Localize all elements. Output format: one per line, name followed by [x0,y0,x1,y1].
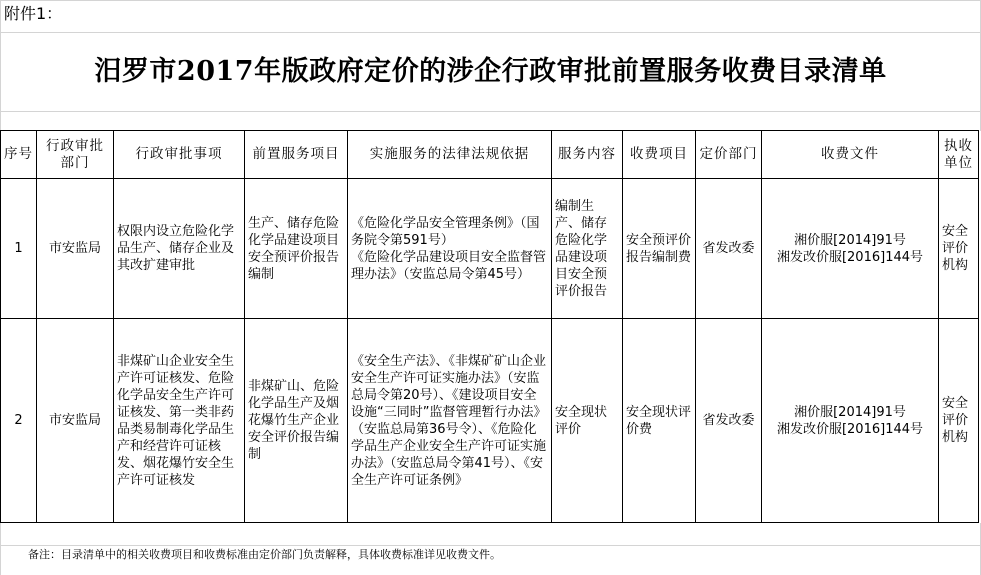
fee-catalog-table [0,130,979,523]
cell-dept: 市安监局 [37,179,114,319]
grid-line [1,32,981,33]
footnote: 备注：目录清单中的相关收费项目和收费标准由定价部门负责解释，具体收费标准详见收费文件。 [28,548,501,561]
cell-fee-doc [762,319,939,523]
cell-pricing-dept: 省发改委 [696,179,762,319]
fee-doc-line: 湘发改价服[2016]144号 [776,249,924,265]
header-item: 行政审批事项 [114,131,245,179]
fee-doc-line: 湘发改价服[2016]144号 [776,421,924,437]
cell-no: 2 [1,319,37,523]
header-service: 前置服务项目 [245,131,348,179]
header-pricing-dept: 定价部门 [696,131,762,179]
cell-fee-item: 安全预评价报告编制费 [623,179,696,319]
cell-no: 1 [1,179,37,319]
fee-doc-line: 湘价服[2014]91号 [794,404,906,420]
header-row [1,131,979,179]
cell-service: 非煤矿山、危险化学品生产及烟花爆竹生产企业安全评价报告编制 [245,319,348,523]
cell-basis [348,319,552,523]
cell-basis [348,179,552,319]
table-row [1,179,979,319]
basis-line: 《危险化学品安全管理条例》（国务院令第591号） [351,215,540,248]
header-fee-doc: 收费文件 [762,131,939,179]
basis-line: 《安全生产法》、《非煤矿矿山企业安全生产许可证实施办法》（安监总局令第20号）、《建设项目安全设施“三同时”监督管理暂行办法》（安监总局第36号令）、《危险化学品生产企业安全生产许可证实施办法》（安监总局令第41号）、《安全生产许可证条例》 [351,353,547,488]
header-no: 序号 [1,131,37,179]
document-title: 汨罗市2017年版政府定价的涉企行政审批前置服务收费目录清单 [94,56,887,87]
cell-collector: 安全评价机构 [939,179,979,319]
cell-fee-item: 安全现状评价费 [623,319,696,523]
table-row [1,319,979,523]
header-basis: 实施服务的法律法规依据 [348,131,552,179]
header-dept: 行政审批部门 [37,131,114,179]
basis-line: 《危险化学品建设项目安全监督管理办法》（安监总局令第45号） [351,249,547,282]
cell-item: 非煤矿山企业安全生产许可证核发、危险化学品安全生产许可证核发、第一类非药品类易制毒化学品生产和经营许可证核发、烟花爆竹安全生产许可证核发 [114,319,245,523]
cell-item: 权限内设立危险化学品生产、储存企业及其改扩建审批 [114,179,245,319]
cell-dept: 市安监局 [37,319,114,523]
fee-doc-line: 湘价服[2014]91号 [794,232,906,248]
cell-content: 安全现状评价 [552,319,623,523]
cell-pricing-dept: 省发改委 [696,319,762,523]
header-fee-item: 收费项目 [623,131,696,179]
cell-collector: 安全评价机构 [939,319,979,523]
attachment-label: 附件1： [4,4,63,23]
header-collector: 执收单位 [939,131,979,179]
grid-line [1,111,981,112]
cell-fee-doc [762,179,939,319]
cell-content: 编制生产、储存危险化学品建设项目安全预评价报告 [552,179,623,319]
grid-line [1,545,981,546]
cell-service: 生产、储存危险化学品建设项目安全预评价报告编制 [245,179,348,319]
header-content: 服务内容 [552,131,623,179]
